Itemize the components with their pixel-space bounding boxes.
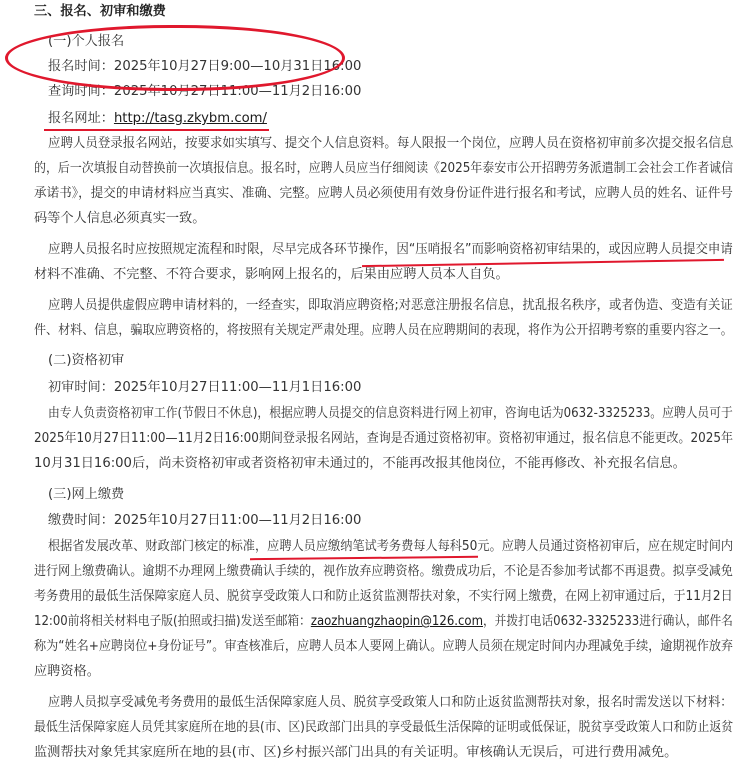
paragraph-line: 称为“姓名+应聘岗位+身份证号”。审查核准后，应聘人员本人要网上确认。应聘人员须在规定时间内办理减免手续，逾期视作放弃 — [34, 639, 734, 654]
paragraph-line: 监测帮扶对象凭其家庭所在地的县(市、区)乡村振兴部门出具的有关证明。审核确认无误后，可进行费用减免。 — [34, 745, 678, 760]
paragraph-line: 2025年10月27日11:00—11月2日16:00期间登录报名网站，查询是否通过资格初审。资格初审通过，报名信息不能更改。2025年 — [34, 431, 733, 446]
paragraph-line: 应聘人员提供虚假应聘申请材料的，一经查实，即取消应聘资格;对恶意注册报名信息，扰乱报名秩序，或者伪造、变造有关证 — [48, 298, 733, 313]
signup-url-link[interactable]: http://tasg.zkybm.com/ — [113, 111, 267, 126]
email-suffix: ，并拨打电话0632-3325233进行确认，邮件名 — [482, 614, 733, 629]
annotation-oval — [5, 25, 345, 91]
paragraph-line: 材料不准确、不完整、不符合要求，影响网上报名的，后果由应聘人员本人自负。 — [34, 267, 509, 282]
paragraph-line: 承诺书》，提交的申请材料应当真实、准确、完整。应聘人员必须使用有效身份证件进行报名和考试，应聘人员的姓名、证件号 — [34, 186, 733, 201]
signup-url-label: 报名网址： — [48, 111, 114, 126]
paragraph-line: 应聘人员拟享受减免考务费用的最低生活保障家庭人员、脱贫享受政策人口和防止返贫监测帮扶对象，报名时需发送以下材料： — [48, 695, 733, 710]
paragraph-line: 应聘人员报名时应按照规定流程和时限，尽早完成各环节操作，因“压哨报名”而影响资格初审结果的，或因应聘人员提交申请 — [48, 242, 733, 257]
paragraph-line: 码等个人信息必须真实一致。 — [34, 211, 206, 226]
paragraph-line: 件、材料、信息，骗取应聘资格的，将按照有关规定严肃处理。应聘人员在应聘期间的表现，将作为公开招聘考察的重要内容之一。 — [34, 323, 733, 338]
paragraph-line: 的，后一次填报自动替换前一次填报信息。报名时，应聘人员应当仔细阅读《2025年泰安市公开招聘劳务派遣制工会社会工作者诚信 — [34, 161, 734, 176]
subsection-title-review: (二)资格初审 — [48, 353, 125, 368]
query-time: 查询时间：2025年10月27日11:00—11月2日16:00 — [48, 84, 362, 99]
subsection-title-payment: (三)网上缴费 — [48, 487, 125, 502]
paragraph-line: 考务费用的最低生活保障家庭人员、脱贫享受政策人口和防止返贫监测帮扶对象，不实行网上缴费，在网上初审通过后，于11月2日 — [34, 589, 733, 604]
paragraph-line: 最低生活保障家庭人员凭其家庭所在地的县(市、区)民政部门出具的享受最低生活保障的证明或低保证，脱贫享受政策人口和防止返贫 — [34, 720, 734, 735]
email-prefix: 12:00前将相关材料电子版(拍照或扫描)发送至邮箱： — [34, 614, 311, 629]
email-line — [34, 612, 733, 632]
email-link[interactable]: zaozhuangzhaopin@126.com — [310, 614, 483, 629]
paragraph-line: 应聘资格。 — [34, 664, 100, 679]
signup-time: 报名时间：2025年10月27日9:00—10月31日16:00 — [48, 59, 362, 74]
subsection-title-signup: (一)个人报名 — [48, 34, 125, 49]
annotation-underline-url — [44, 129, 269, 131]
review-time: 初审时间：2025年10月27日11:00—11月1日16:00 — [48, 380, 362, 395]
section-title: 三、报名、初审和缴费 — [34, 4, 166, 19]
paragraph-line: 根据省发展改革、财政部门核定的标准，应聘人员应缴纳笔试考务费每人每科50元。应聘人员通过资格初审后，应在规定时间内 — [48, 539, 734, 554]
paragraph-line: 10月31日16:00后，尚未资格初审或者资格初审未通过的，不能再改报其他岗位，不能再修改、补充报名信息。 — [34, 456, 686, 471]
payment-time: 缴费时间：2025年10月27日11:00—11月2日16:00 — [48, 513, 362, 528]
paragraph-line: 应聘人员登录报名网站，按要求如实填写、提交个人信息资料。每人限报一个岗位，应聘人员在资格初审前多次提交报名信息 — [48, 136, 734, 151]
paragraph-line: 进行网上缴费确认。逾期不办理网上缴费确认手续的，视作放弃应聘资格。缴费成功后，不论是否参加考试都不再退费。拟享受减免 — [34, 564, 733, 579]
paragraph-line: 由专人负责资格初审工作(节假日不休息)，根据应聘人员提交的信息资料进行网上初审，咨询电话为0632-3325233。应聘人员可于 — [48, 406, 733, 421]
annotation-underline-deadline — [362, 259, 724, 267]
signup-url-line — [48, 109, 267, 129]
